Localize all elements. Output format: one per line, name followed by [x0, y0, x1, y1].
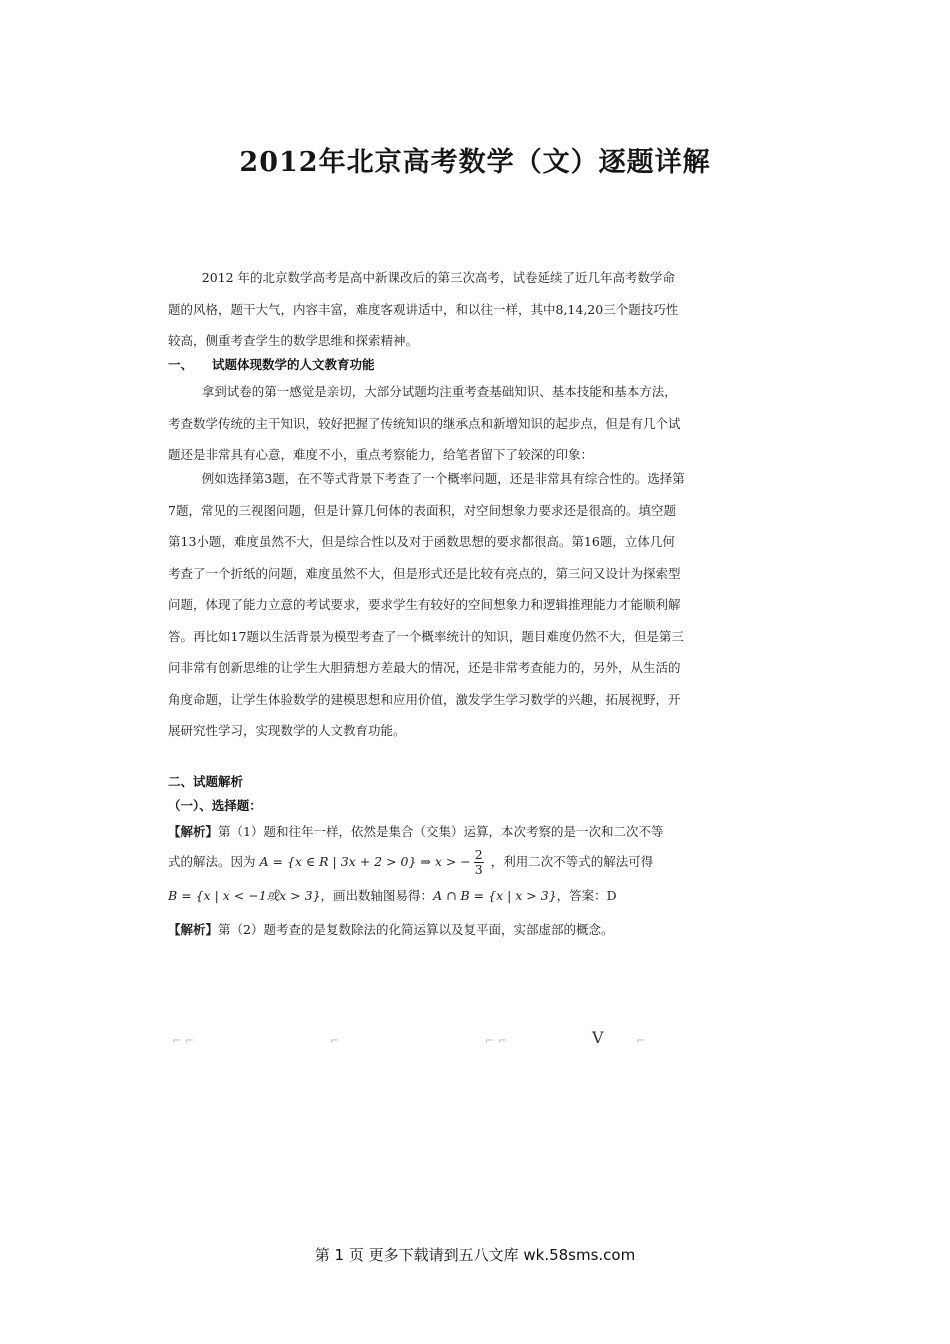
intro-text: 2012 年的北京数学高考是高中新课改后的第三次高考，试卷延续了近几年高考数学命题的风格，题干大气，内容丰富，难度客观讲适中，和以往一样，其中8,14,20三个题技巧性较高，侧重考查学生的数学思维和探索精神。 [168, 270, 679, 348]
set-b-formula: B = {x | x < −1或x > 3} [168, 888, 321, 903]
analysis2-text: 第（2）题考查的是复数除法的化简运算以及复平面，实部虚部的概念。 [218, 922, 614, 937]
scan-smudge: ⌐ [636, 1034, 646, 1047]
analysis2-tag: 【解析】 [168, 922, 219, 937]
section1-paragraph-1-text: 拿到试卷的第一感觉是亲切，大部分试题均注重考查基础知识、基本技能和基本方法，考查数学传统的主干知识，较好把握了传统知识的继承点和新增知识的起步点，但是有几个试题还是非常具有心意，难度不小，重点考察能力，给笔者留下了较深的印象： [168, 384, 681, 462]
page-title: 2012年北京高考数学（文）逐题详解 [239, 147, 711, 178]
scan-smudge: ⌐ [330, 1034, 340, 1047]
analysis2-line [168, 920, 613, 938]
scan-smudge: ⌐ ⌐ [485, 1034, 507, 1047]
intersection-formula: A ∩ B = {x | x > 3} [433, 888, 557, 903]
analysis1-line2 [168, 848, 653, 877]
fraction-numerator: 2 [474, 847, 483, 862]
intro-paragraph [168, 262, 686, 357]
section1-heading [168, 355, 375, 373]
analysis1-line1 [168, 822, 663, 840]
analysis1-line3 [168, 886, 617, 904]
analysis1-line2-suffix: ，利用二次不等式的解法可得 [490, 854, 654, 869]
scan-artifact-glyph: Ⅴ [592, 1028, 604, 1047]
section1-paragraph-2 [168, 463, 686, 747]
analysis1-text-1: 第（1）题和往年一样，依然是集合（交集）运算，本次考察的是一次和二次不等 [218, 824, 664, 839]
page-footer: 第 1 页 更多下载请到五八文库 wk.58sms.com [314, 1246, 636, 1264]
scan-smudge: ⌐ ⌐ [172, 1034, 194, 1047]
analysis1-line2-prefix: 式的解法。因为 [168, 854, 256, 869]
section2-heading: 二、试题解析 [168, 774, 244, 789]
fraction-denominator: 3 [474, 862, 483, 877]
set-a-formula: A = {x ∈ R | 3x + 2 > 0} ⇒ x > − [259, 854, 471, 869]
analysis1-line3-mid: ，画出数轴图易得： [320, 888, 434, 903]
section1-heading-text: 试题体现数学的人文教育功能 [212, 357, 375, 372]
section2-subheading: （一）、选择题： [168, 798, 262, 813]
fraction-two-thirds [474, 848, 484, 877]
section1-paragraph-2-text: 例如选择第3题，在不等式背景下考查了一个概率问题，还是非常具有综合性的。选择第7题，常见的三视图问题，但是计算几何体的表面积，对空间想象力要求还是很高的。填空题第13小题，难度虽然不大，但是综合性以及对于函数思想的要求都很高。第16题，立体几何考查了一个折纸的问题，难度虽然不大，但是形式还是比较有亮点的，第三问又设计为探索型问题，体现了能力立意的考试要求，要求学生有较好的空间想象力和逻辑推理能力才能顺利解答。再比如17题以生活背景为模型考查了一个概率统计的知识，题目难度仍然不大，但是第三问非常有创新思维的让学生大胆猜想方差最大的情况，还是非常考查能力的，另外，从生活的角度命题，让学生体验数学的建模思想和应用价值，激发学生学习数学的兴趣，拓展视野，开展研究性学习，实现数学的人文教育功能。 [168, 471, 685, 738]
analysis1-answer: ，答案：D [556, 888, 617, 903]
section1-number: 一、 [168, 357, 194, 372]
analysis1-tag: 【解析】 [168, 824, 219, 839]
section1-paragraph-1 [168, 376, 686, 471]
